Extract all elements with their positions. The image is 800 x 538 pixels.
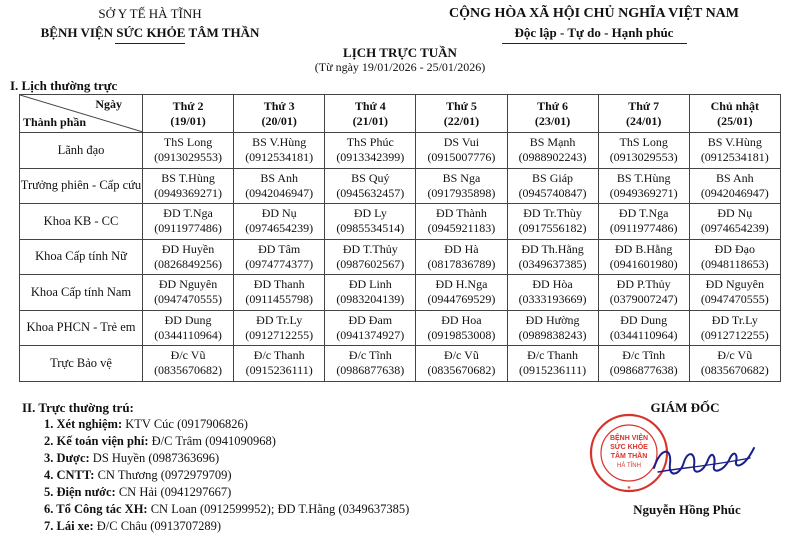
duty-cell [507, 168, 598, 204]
staff-phone: (0983204139) [336, 292, 405, 307]
staff-phone: (0912712255) [700, 327, 769, 342]
staff-phone: (0826849256) [154, 256, 223, 271]
staff-name: ThS Phúc [346, 135, 394, 150]
day-date: (20/01) [261, 113, 297, 128]
staff-phone: (0986877638) [609, 363, 678, 378]
staff-name: ĐD Đạo [714, 241, 755, 256]
staff-phone: (0945740847) [518, 185, 587, 200]
staff-name: Đ/c Tĩnh [348, 348, 392, 363]
staff-phone: (0912534181) [245, 150, 314, 165]
duty-label: 5. Điện nước: [44, 485, 116, 499]
row-label: Trực Bảo vệ [20, 346, 143, 382]
row-label: Trưởng phiên - Cấp cứu [20, 168, 143, 204]
row-label: Khoa PHCN - Trẻ em [20, 310, 143, 346]
staff-name: ĐD Tr.Thùy [523, 206, 582, 221]
duty-value: CN Hải (0941297667) [115, 485, 232, 499]
staff-phone: (0835670682) [154, 363, 223, 378]
staff-phone: (0949369271) [154, 185, 223, 200]
staff-name: ĐD Thanh [253, 277, 305, 292]
staff-phone: (0986877638) [336, 363, 405, 378]
staff-name: ĐD Huyền [161, 241, 215, 256]
staff-name: Đ/c Tĩnh [622, 348, 666, 363]
seal-line-2: SỨC KHỎE [610, 444, 648, 451]
seal-line-4: HÀ TĨNH [617, 463, 641, 469]
staff-name: ĐD Hoa [441, 312, 482, 327]
day-header [598, 95, 689, 133]
staff-phone: (0945921183) [427, 221, 496, 236]
staff-phone: (0974774377) [245, 256, 314, 271]
staff-phone: (0913029553) [609, 150, 678, 165]
day-date: (21/01) [352, 113, 388, 128]
duty-cell [507, 239, 598, 275]
staff-name: ĐD Nụ [717, 206, 753, 221]
day-name: Thứ 4 [354, 98, 386, 113]
duty-cell [598, 204, 689, 240]
day-name: Thứ 5 [445, 98, 477, 113]
staff-phone: (0912712255) [245, 327, 314, 342]
duty-value: CN Thương (0972979709) [94, 468, 232, 482]
day-header [507, 95, 598, 133]
staff-phone: (0919853008) [427, 327, 496, 342]
staff-phone: (0344110964) [154, 327, 222, 342]
staff-phone: (0912534181) [700, 150, 769, 165]
staff-phone: (0944769529) [427, 292, 496, 307]
staff-name: ĐD Đam [348, 312, 393, 327]
staff-name: ĐD Tr.Ly [711, 312, 758, 327]
day-header [325, 95, 416, 133]
duty-cell [598, 168, 689, 204]
staff-phone: (0915236111) [245, 363, 313, 378]
issuer-block [20, 6, 280, 44]
duty-item [44, 502, 409, 517]
duty-cell [689, 346, 780, 382]
staff-phone: (0941601980) [609, 256, 678, 271]
staff-name: Đ/c Thanh [253, 348, 305, 363]
duty-cell [325, 168, 416, 204]
duty-cell [598, 275, 689, 311]
duty-cell [325, 204, 416, 240]
staff-phone: (0349637385) [518, 256, 587, 271]
staff-name: ĐD Hòa [532, 277, 573, 292]
staff-phone: (0917935898) [427, 185, 496, 200]
duty-cell [143, 346, 234, 382]
duty-cell [416, 346, 507, 382]
table-row [20, 310, 781, 346]
duty-cell [143, 275, 234, 311]
duty-cell [507, 204, 598, 240]
duty-cell [234, 275, 325, 311]
duty-cell [416, 204, 507, 240]
day-name: Thứ 2 [172, 98, 204, 113]
table-row [20, 239, 781, 275]
duty-label: 2. Kế toán viện phí: [44, 434, 149, 448]
staff-name: ĐD Dung [620, 312, 668, 327]
document-title: LỊCH TRỰC TUẦN [343, 45, 457, 60]
day-date: (22/01) [443, 113, 480, 128]
table-corner-cell [20, 95, 143, 133]
staff-name: ĐD Ly [353, 206, 387, 221]
duty-cell [598, 239, 689, 275]
duty-schedule-table [19, 94, 781, 382]
duty-item [44, 417, 248, 432]
day-header [234, 95, 325, 133]
staff-name: ĐD B.Hằng [615, 241, 673, 256]
duty-cell [143, 168, 234, 204]
staff-phone: (0987602567) [336, 256, 405, 271]
section1-heading: I. Lịch thường trực [10, 78, 118, 93]
staff-phone: (0948118653) [701, 256, 769, 271]
staff-name: BS V.Hùng [707, 135, 762, 150]
staff-phone: (0913342399) [336, 150, 405, 165]
staff-name: BS Nga [442, 170, 481, 185]
national-motto: Độc lập - Tự do - Hạnh phúc [514, 25, 674, 40]
section2-heading: II. Trực thường trú: [22, 400, 134, 415]
duty-item [44, 434, 276, 449]
day-header [689, 95, 780, 133]
staff-name: Đ/c Vũ [444, 348, 479, 363]
staff-phone: (0911977486) [609, 221, 678, 236]
duty-cell [507, 275, 598, 311]
duty-cell [416, 168, 507, 204]
duty-value: DS Huyền (0987363696) [89, 451, 220, 465]
day-date: (19/01) [170, 113, 206, 128]
staff-name: ĐD Hà [444, 241, 479, 256]
staff-name: BS V.Hùng [252, 135, 307, 150]
staff-phone: (0947470555) [154, 292, 223, 307]
duty-label: 4. CNTT: [44, 468, 95, 482]
duty-item [44, 468, 232, 483]
table-row [20, 133, 781, 169]
staff-name: ĐD T.Thủy [342, 241, 398, 256]
staff-phone: (0974654239) [700, 221, 769, 236]
duty-cell [325, 346, 416, 382]
duty-value: KTV Cúc (0917906826) [122, 417, 248, 431]
staff-name: ĐD Dung [164, 312, 212, 327]
duty-cell [234, 168, 325, 204]
table-row [20, 204, 781, 240]
staff-phone: (0942046947) [700, 185, 769, 200]
day-name: Thứ 6 [537, 98, 568, 113]
corner-day-label: Ngày [95, 97, 122, 111]
duty-cell [416, 310, 507, 346]
duty-cell [325, 310, 416, 346]
duty-label: 7. Lái xe: [44, 519, 94, 533]
document-date-range: (Từ ngày 19/01/2026 - 25/01/2026) [314, 60, 486, 74]
duty-cell [598, 346, 689, 382]
staff-name: BS Anh [260, 170, 299, 185]
staff-phone: (0835670682) [427, 363, 496, 378]
day-name: Thứ 3 [263, 98, 295, 113]
duty-cell [416, 275, 507, 311]
day-header [143, 95, 234, 133]
issuer-department: SỞ Y TẾ HÀ TĨNH [98, 6, 202, 21]
staff-phone: (0835670682) [700, 363, 769, 378]
staff-phone: (0941374927) [336, 327, 405, 342]
staff-phone: (0915007776) [427, 150, 496, 165]
staff-phone: (0917556182) [518, 221, 587, 236]
day-name: Chủ nhật [710, 98, 759, 113]
staff-phone: (0949369271) [609, 185, 678, 200]
staff-phone: (0989838243) [518, 327, 587, 342]
staff-name: BS Mạnh [529, 135, 576, 150]
duty-cell [143, 133, 234, 169]
staff-name: BS Anh [715, 170, 754, 185]
duty-cell [507, 346, 598, 382]
staff-name: DS Vui [443, 135, 480, 150]
staff-name: BS T.Hùng [616, 170, 671, 185]
row-label: Khoa Cấp tính Nữ [20, 239, 143, 275]
duty-cell [234, 239, 325, 275]
motto-underline [502, 43, 687, 44]
row-label: Khoa KB - CC [20, 204, 143, 240]
duty-cell [234, 310, 325, 346]
staff-phone: (0945632457) [336, 185, 405, 200]
staff-phone: (0333193669) [518, 292, 587, 307]
duty-cell [143, 310, 234, 346]
table-row [20, 346, 781, 382]
duty-cell [325, 275, 416, 311]
duty-label: 6. Tổ Công tác XH: [44, 502, 148, 516]
duty-item [44, 485, 231, 500]
day-date: (25/01) [717, 113, 753, 128]
director-title: GIÁM ĐỐC [650, 400, 720, 415]
staff-name: ĐD T.Nga [163, 206, 213, 221]
duty-cell [416, 133, 507, 169]
staff-name: ĐD Linh [348, 277, 392, 292]
national-title: CỘNG HÒA XÃ HỘI CHỦ NGHĨA VIỆT NAM [448, 6, 739, 21]
staff-name: ĐD P.Thủy [616, 277, 671, 292]
duty-cell [507, 133, 598, 169]
duty-cell [325, 239, 416, 275]
duty-item [44, 451, 219, 466]
staff-name: ĐD H.Nga [435, 277, 488, 292]
staff-name: ĐD Thành [436, 206, 487, 221]
duty-cell [689, 168, 780, 204]
duty-cell [689, 204, 780, 240]
staff-phone: (0974654239) [245, 221, 314, 236]
director-signature [650, 428, 760, 488]
issuer-hospital: BỆNH VIỆN SỨC KHỎE TÂM THẦN [40, 25, 260, 40]
duty-value: Đ/C Châu (0913707289) [93, 519, 222, 533]
staff-name: ĐD Th.Hằng [521, 241, 584, 256]
duty-cell [234, 346, 325, 382]
duty-cell [598, 310, 689, 346]
staff-phone: (0817836789) [427, 256, 496, 271]
day-date: (23/01) [534, 113, 571, 128]
duty-cell [143, 239, 234, 275]
seal-star: ★ [626, 485, 632, 491]
corner-component-label: Thành phần [23, 115, 87, 129]
day-date: (24/01) [626, 113, 662, 128]
staff-phone: (0911455798) [245, 292, 313, 307]
duty-cell [507, 310, 598, 346]
duty-value: CN Loan (0912599952); ĐD T.Hằng (0349637385) [147, 502, 410, 516]
staff-name: ĐD Hường [525, 312, 580, 327]
staff-name: ĐD Tr.Ly [256, 312, 303, 327]
duty-cell [598, 133, 689, 169]
row-label: Lãnh đạo [20, 133, 143, 169]
staff-name: ĐD Tâm [258, 241, 301, 256]
staff-name: ĐD Nguyên [158, 277, 218, 292]
duty-cell [234, 204, 325, 240]
staff-name: ĐD Nụ [261, 206, 297, 221]
row-label: Khoa Cấp tính Nam [20, 275, 143, 311]
duty-cell [689, 310, 780, 346]
staff-name: BS Giáp [532, 170, 574, 185]
issuer-underline [115, 43, 185, 44]
staff-phone: (0915236111) [519, 363, 587, 378]
staff-name: ThS Long [163, 135, 213, 150]
table-header-row [20, 95, 781, 133]
staff-phone: (0988902243) [518, 150, 587, 165]
staff-name: BS T.Hùng [161, 170, 215, 185]
staff-phone: (0913029553) [154, 150, 223, 165]
director-name: Nguyễn Hồng Phúc [633, 502, 741, 517]
duty-cell [416, 239, 507, 275]
duty-cell [234, 133, 325, 169]
table-row [20, 168, 781, 204]
staff-phone: (0911977486) [154, 221, 222, 236]
duty-cell [143, 204, 234, 240]
staff-phone: (0985534514) [336, 221, 405, 236]
seal-line-3: TÂM THẦN [610, 453, 648, 460]
duty-cell [689, 133, 780, 169]
national-header [404, 6, 784, 44]
staff-name: ĐD Nguyên [705, 277, 764, 292]
staff-phone: (0344110964) [609, 327, 678, 342]
staff-phone: (0379007247) [609, 292, 678, 307]
duty-cell [325, 133, 416, 169]
staff-name: ĐD T.Nga [618, 206, 669, 221]
staff-name: ThS Long [619, 135, 668, 150]
seal-line-1: BỆNH VIỆN [609, 435, 649, 442]
staff-name: Đ/c Thanh [527, 348, 578, 363]
duty-label: 3. Dược: [44, 451, 90, 465]
duty-value: Đ/C Trâm (0941090968) [148, 434, 276, 448]
staff-name: Đ/c Vũ [170, 348, 206, 363]
staff-name: Đ/c Vũ [717, 348, 753, 363]
day-header [416, 95, 507, 133]
duty-label: 1. Xét nghiệm: [44, 417, 123, 431]
day-name: Thứ 7 [628, 98, 660, 113]
duty-item [44, 519, 221, 534]
duty-cell [689, 239, 780, 275]
staff-phone: (0942046947) [245, 185, 314, 200]
staff-phone: (0947470555) [700, 292, 769, 307]
staff-name: BS Quý [351, 170, 390, 185]
duty-cell [689, 275, 780, 311]
table-row [20, 275, 781, 311]
